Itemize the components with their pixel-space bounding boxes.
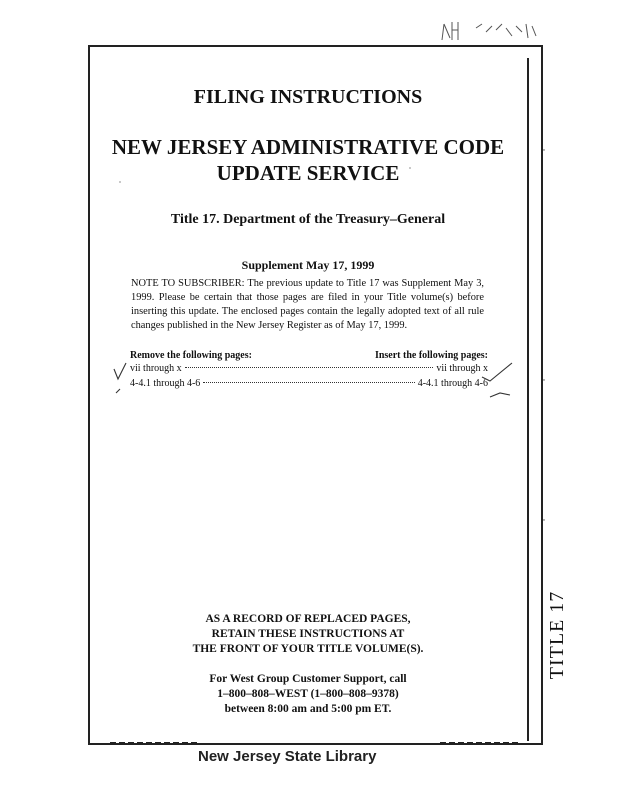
customer-support-notice	[88, 672, 528, 717]
side-tab-title: TITLE 17	[546, 590, 568, 680]
library-stamp: New Jersey State Library	[198, 748, 377, 765]
record-line-3: THE FRONT OF YOUR TITLE VOLUME(S).	[192, 643, 424, 655]
department-title: Title 17. Department of the Treasury–General	[170, 212, 446, 227]
remove-range: 4-4.1 through 4-6	[130, 378, 201, 389]
handwritten-signature	[436, 14, 546, 44]
support-hours: between 8:00 am and 5:00 pm ET.	[224, 703, 392, 715]
code-title	[88, 134, 528, 186]
support-phone: 1–800–808–WEST (1–800–808–9378)	[217, 688, 399, 700]
record-line-1: AS A RECORD OF REPLACED PAGES,	[205, 613, 411, 625]
record-notice	[88, 612, 528, 657]
remove-pages-header: Remove the following pages:	[130, 350, 252, 361]
support-line-1: For West Group Customer Support, call	[209, 673, 407, 685]
code-title-line2: UPDATE SERVICE	[216, 161, 400, 185]
handwritten-check-marks	[112, 355, 522, 405]
supplement-date: Supplement May 17, 1999	[241, 258, 375, 272]
record-line-2: RETAIN THESE INSTRUCTIONS AT	[211, 628, 405, 640]
insert-pages-header: Insert the following pages:	[374, 350, 488, 361]
insert-range: 4-4.1 through 4-6	[417, 378, 488, 389]
filing-instructions-heading: FILING INSTRUCTIONS	[193, 86, 423, 108]
note-to-subscriber: NOTE TO SUBSCRIBER: The previous update to Title 17 was Supplement May 3, 1999. Please be certain that those pages are filed in your Title volume(s) before inserting this update. The enclosed pages contain the legally adopted text of all rule changes published in the New Jersey Register as of May 17, 1999.	[131, 278, 484, 331]
code-title-line1: NEW JERSEY ADMINISTRATIVE CODE	[111, 135, 505, 159]
remove-range: vii through x	[130, 363, 182, 374]
insert-range: vii through x	[436, 363, 488, 374]
